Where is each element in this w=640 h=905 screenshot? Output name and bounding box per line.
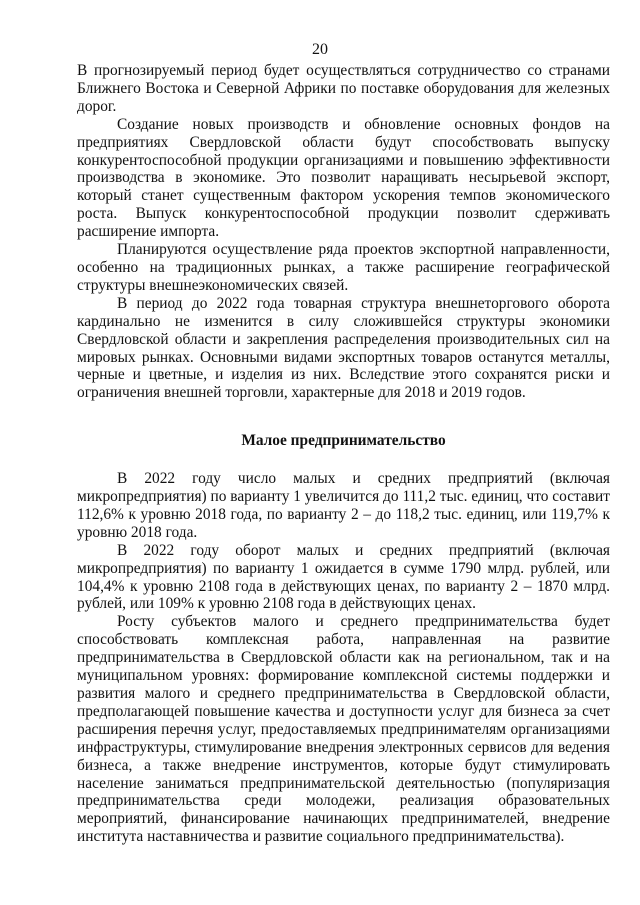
paragraph-cooperation: В прогнозируемый период будет осуществляться сотрудничество со странами Ближнего Востока и Северной Африки по поставке оборудования для железных дорог. bbox=[77, 62, 610, 115]
document-body bbox=[77, 62, 610, 846]
paragraph-new-production: Создание новых производств и обновление основных фондов на предприятиях Свердловской области будут способствовать выпуску конкурентоспособной продукции организациями и повышению эффективности производства в экономике. Это позволит наращивать несырьевой экспорт, который станет существенным фактором ускорения темпов экономического роста. Выпуск конкурентоспособной продукции позволит сдерживать расширение импорта. bbox=[77, 115, 610, 241]
paragraph-export-projects: Планируются осуществление ряда проектов экспортной направленности, особенно на традиционных рынках, а также расширение географической структуры внешнеэкономических связей. bbox=[77, 241, 610, 294]
paragraph-enterprise-turnover: В 2022 году оборот малых и средних предприятий (включая микропредприятия) по варианту 1 ожидается в сумме 1790 млрд. рублей, или 104,4% к уровню 2108 года в действующих ценах, по варианту 2 – 1870 млрд. рублей, или 109% к уровню 2108 года в действующих ценах. bbox=[77, 541, 610, 613]
page-number: 20 bbox=[312, 41, 328, 58]
paragraph-support-measures: Росту субъектов малого и среднего предпринимательства будет способствовать комплексная работа, направленная на развитие предпринимательства в Свердловской области как на региональном, так и на муниципальном уровнях: формирование комплексной системы поддержки и развития малого и среднего предпринимательства в Свердловской области, предполагающей повышение качества и доступности услуг для бизнеса за счет расширения перечня услуг, предоставляемых предпринимателям организациями инфраструктуры, стимулирование внедрения электронных сервисов для ведения бизнеса, а также внедрение инструментов, которые будут стимулировать население заниматься предпринимательской деятельностью (популяризация предпринимательства среди молодежи, реализация образовательных мероприятий, финансирование начинающих предпринимателей, внедрение института наставничества и развитие социального предпринимательства). bbox=[77, 613, 610, 846]
paragraph-trade-structure: В период до 2022 года товарная структура внешнеторгового оборота кардинально не изменится в силу сложившейся структуры экономики Свердловской области и закрепления распределения производительных сил на мировых рынках. Основными видами экспортных товаров останутся металлы, черные и цветные, и изделия из них. Вследствие этого сохранятся риски и ограничения внешней торговли, характерные для 2018 и 2019 годов. bbox=[77, 294, 610, 402]
paragraph-enterprise-count: В 2022 году число малых и средних предприятий (включая микропредприятия) по варианту 1 увеличится до 111,2 тыс. единиц, что составит 112,6% к уровню 2018 года, по варианту 2 – до 118,2 тыс. единиц, или 119,7% к уровню 2018 года. bbox=[77, 470, 610, 541]
section-heading: Малое предпринимательство bbox=[241, 432, 446, 450]
